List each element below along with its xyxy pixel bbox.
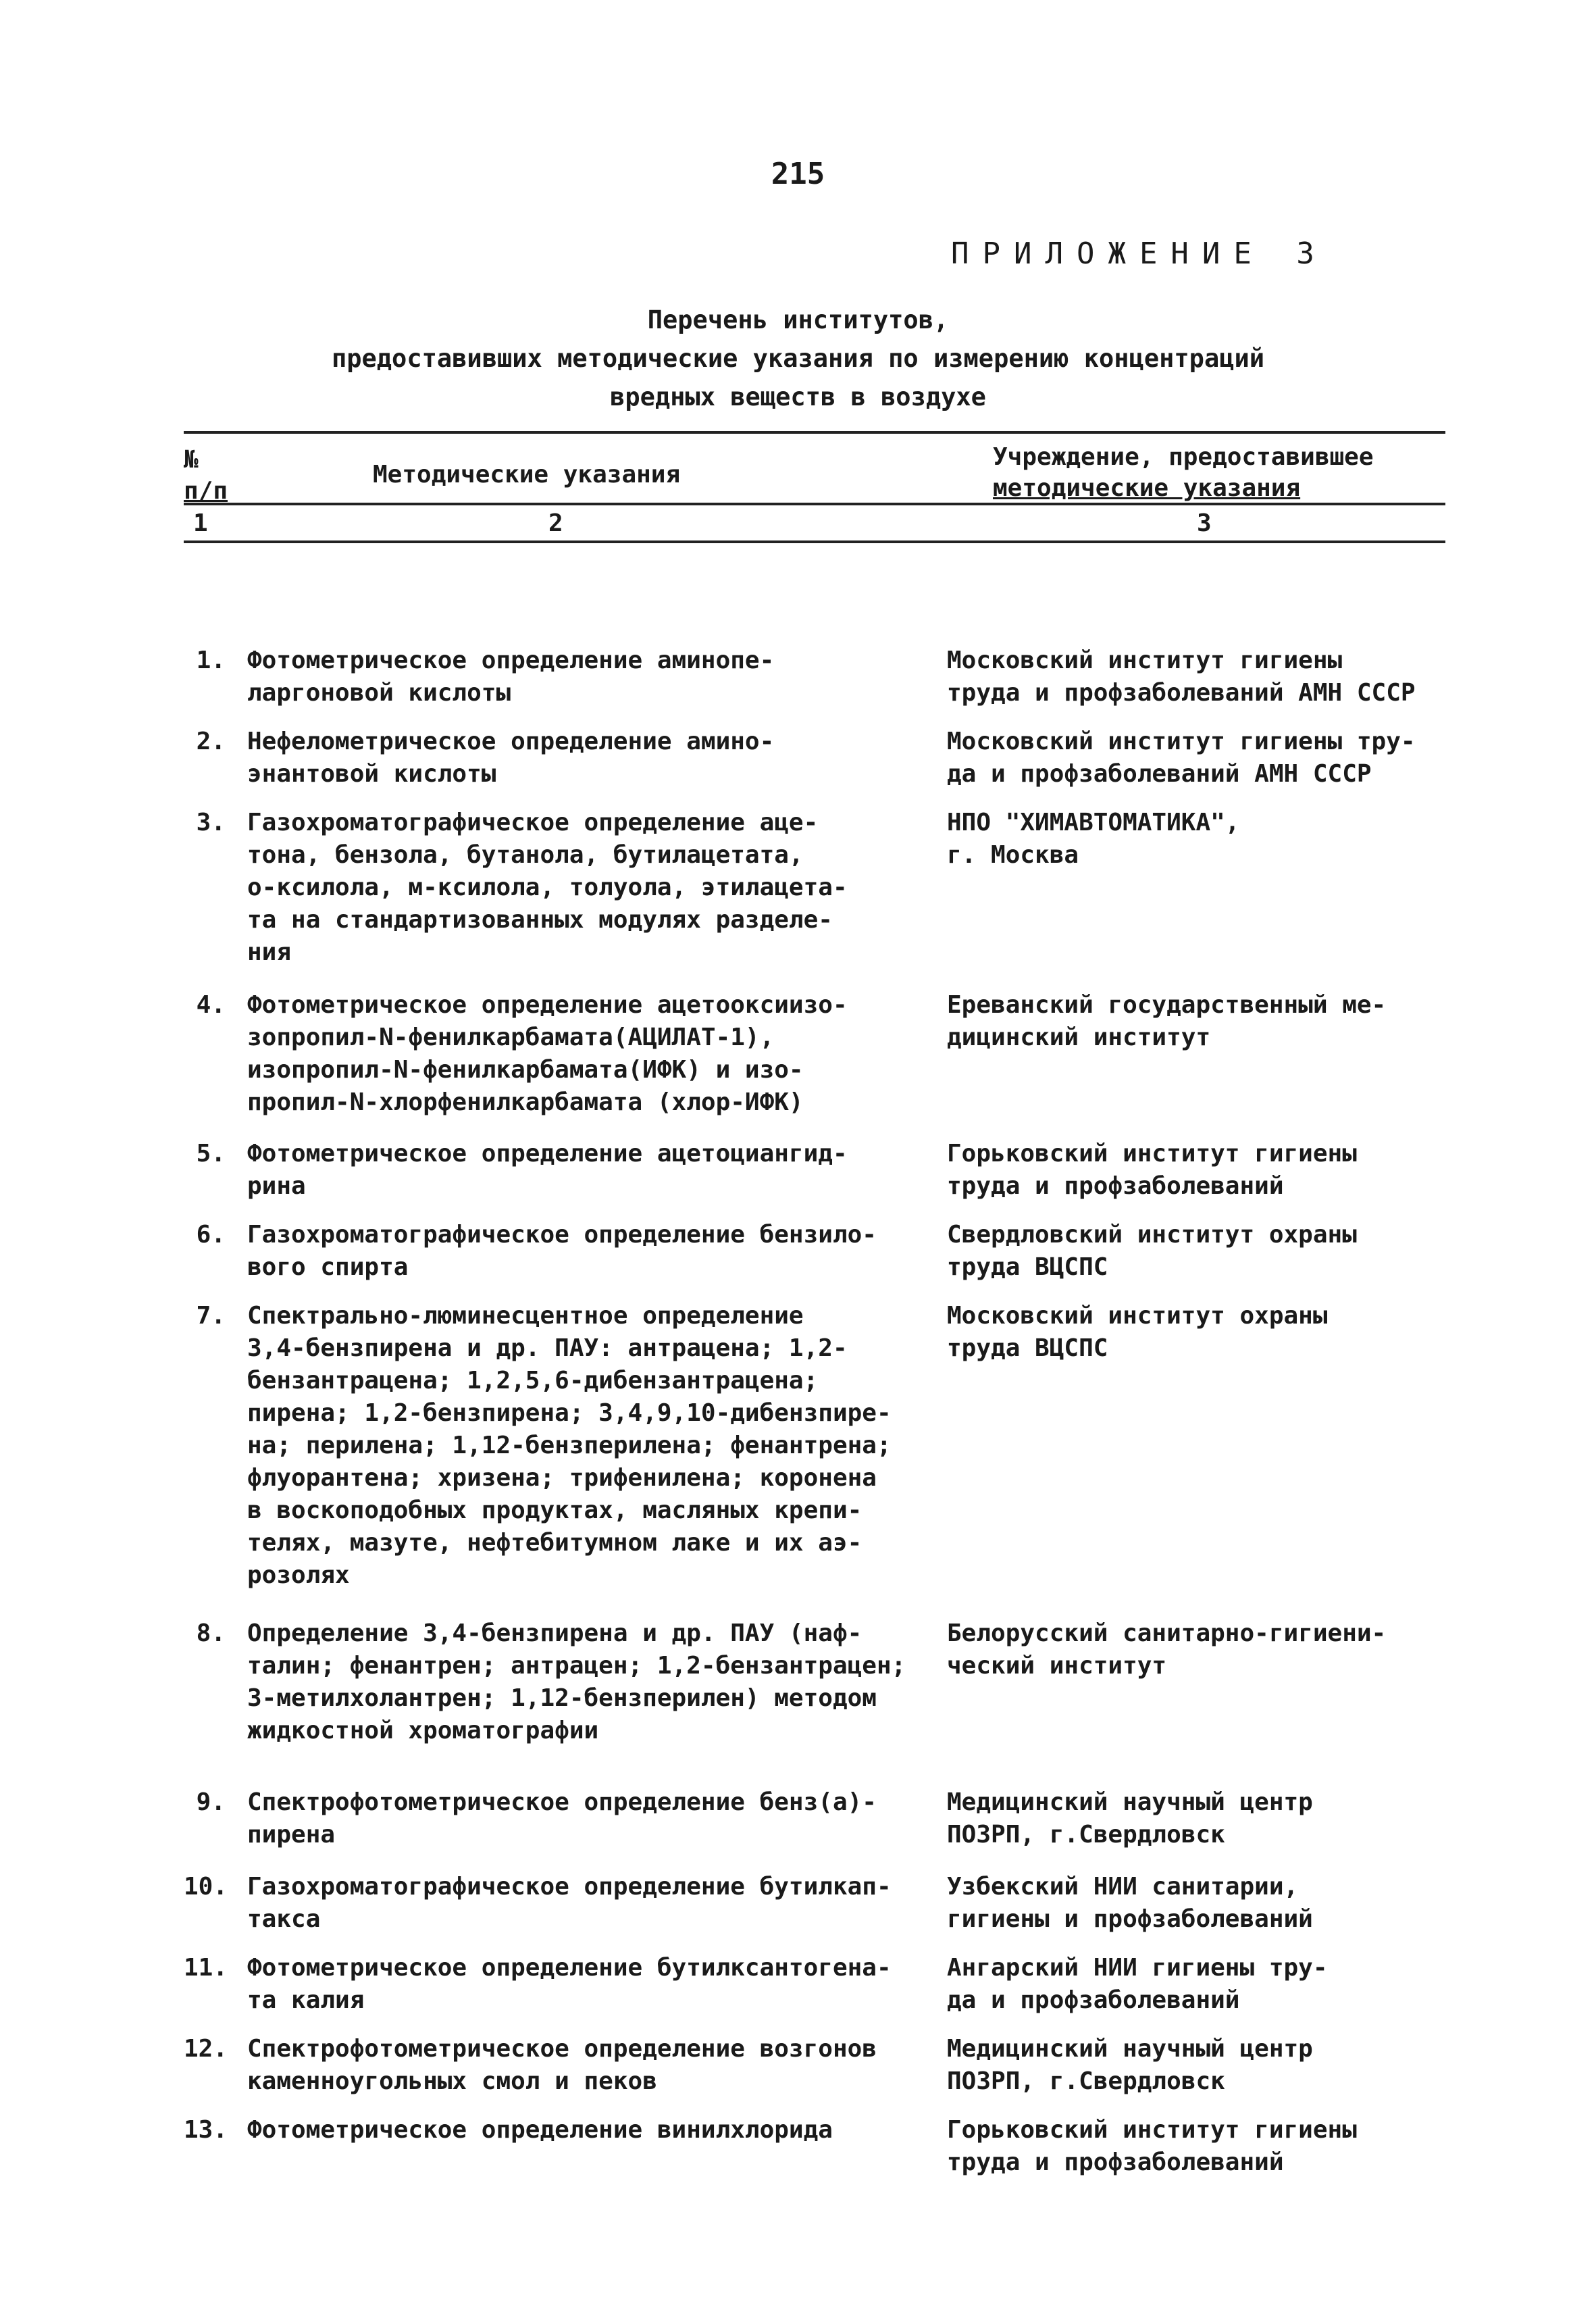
method-cell (247, 1786, 923, 1851)
header-institution-line: Учреждение, предоставившее (993, 443, 1374, 471)
method-text: Фотометрическое определение винилхлорида (247, 2116, 833, 2144)
institution-text: Горьковский институт гигиены (947, 2116, 1357, 2144)
column-number: 1 (193, 509, 208, 537)
row-number: 13. (184, 2116, 228, 2144)
method-text: пирена (247, 1821, 336, 1848)
row-number: 4. (196, 991, 226, 1019)
method-text: Газохроматографическое определение бутилкап- (247, 1873, 892, 1901)
method-text: пропил-N-хлорфенилкарбамата (хлор-ИФК) (247, 1088, 804, 1116)
institution-text: Горьковский институт гигиены (947, 1140, 1357, 1167)
method-cell (247, 807, 923, 969)
institution-text: труда ВЦСПС (947, 1334, 1108, 1362)
method-text: 3,4-бензпирена и др. ПАУ: антрацена; 1,2- (247, 1334, 848, 1362)
institution-text: Свердловский институт охраны (947, 1221, 1357, 1249)
row-number: 6. (196, 1221, 226, 1249)
method-text: тона, бензола, бутанола, бутилацетата, (247, 841, 804, 869)
method-cell (247, 1300, 923, 1592)
row-number: 10. (184, 1873, 228, 1901)
institution-cell (947, 1300, 1447, 1365)
row-number: 5. (196, 1140, 226, 1167)
table-header (184, 434, 1445, 503)
method-cell (247, 2114, 923, 2146)
institution-cell (947, 989, 1447, 1054)
method-text: та на стандартизованных модулях разделе- (247, 906, 833, 934)
institution-text: НПО "ХИМАВТОМАТИКА", (947, 809, 1240, 836)
row-number: 8. (196, 1619, 226, 1647)
row-number: 1. (196, 647, 226, 674)
method-cell (247, 989, 923, 1119)
method-text: ларгоновой кислоты (247, 679, 511, 707)
institutes-table (184, 431, 1445, 2176)
institution-text: труда и профзаболеваний (947, 1172, 1284, 1200)
institution-text: труда ВЦСПС (947, 1253, 1108, 1281)
institution-cell (947, 1786, 1447, 1851)
method-text: Спектрофотометрическое определение возгонов (247, 2035, 877, 2063)
header-institution-line: методические указания (993, 474, 1301, 502)
title-line: Перечень институтов, (647, 305, 949, 334)
institution-text: Медицинский научный центр (947, 1788, 1313, 1816)
method-text: 3-метилхолантрен; 1,12-бензперилен) методом (247, 1684, 877, 1712)
method-text: Фотометрическое определение ацетооксиизо- (247, 991, 848, 1019)
institution-cell (947, 1871, 1447, 1936)
institution-text: ческий институт (947, 1652, 1167, 1680)
method-text: талин; фенантрен; антрацен; 1,2-бензантрацен; (247, 1652, 906, 1680)
institution-text: дицинский институт (947, 1024, 1211, 1051)
institution-text: Московский институт гигиены тру- (947, 728, 1416, 755)
institution-cell (947, 2114, 1447, 2179)
method-cell (247, 1219, 923, 1284)
method-text: бензантрацена; 1,2,5,6-дибензантрацена; (247, 1367, 819, 1394)
method-text: Нефелометрическое определение амино- (247, 728, 775, 755)
method-text: жидкостной хроматографии (247, 1717, 599, 1744)
method-text: Определение 3,4-бензпирена и др. ПАУ (наф- (247, 1619, 863, 1647)
header-number-symbol: № (184, 446, 199, 474)
institution-cell (947, 1138, 1447, 1203)
institution-cell (947, 1219, 1447, 1284)
method-text: о-ксилола, м-ксилола, толуола, этилацета- (247, 874, 848, 901)
column-number-rule (184, 540, 1445, 543)
method-text: каменноугольных смол и пеков (247, 2067, 657, 2095)
method-text: Спектрально-люминесцентное определение (247, 1302, 804, 1330)
method-text: ния (247, 938, 292, 966)
title-line: вредных веществ в воздухе (610, 382, 986, 411)
method-text: изопропил-N-фенилкарбамата(ИФК) и изо- (247, 1056, 804, 1084)
method-cell (247, 1617, 923, 1747)
method-cell (247, 726, 923, 790)
institution-text: гигиены и профзаболеваний (947, 1905, 1313, 1933)
institution-cell (947, 726, 1447, 790)
appendix-heading: ПРИЛОЖЕНИЕ 3 (951, 236, 1328, 271)
method-text: в воскоподобных продуктах, масляных крепи- (247, 1496, 863, 1524)
row-number: 2. (196, 728, 226, 755)
method-text: энантовой кислоты (247, 760, 496, 788)
method-text: вого спирта (247, 1253, 409, 1281)
row-number: 9. (196, 1788, 226, 1816)
header-number-column (184, 445, 228, 507)
method-cell (247, 2033, 923, 2098)
institution-text: да и профзаболеваний АМН СССР (947, 760, 1372, 788)
column-number-row (184, 505, 1445, 540)
header-number-abbr: п/п (184, 477, 228, 505)
method-text: Газохроматографическое определение бензило- (247, 1221, 877, 1249)
method-cell (247, 1871, 923, 1936)
row-number: 3. (196, 809, 226, 836)
method-text: Фотометрическое определение ацетоциангид- (247, 1140, 848, 1167)
method-text: та калия (247, 1986, 365, 2014)
column-number: 3 (1197, 509, 1212, 537)
institution-text: труда и профзаболеваний (947, 2148, 1284, 2176)
method-text: Фотометрическое определение аминопе- (247, 647, 775, 674)
method-text: Спектрофотометрическое определение бенз(а)- (247, 1788, 877, 1816)
institution-text: Ангарский НИИ гигиены тру- (947, 1954, 1328, 1982)
institution-text: ПОЗРП, г.Свердловск (947, 1821, 1225, 1848)
institution-text: Медицинский научный центр (947, 2035, 1313, 2063)
method-text: рина (247, 1172, 306, 1200)
method-cell (247, 645, 923, 709)
header-institution-column (993, 442, 1374, 504)
method-text: на; перилена; 1,12-бензперилена; фенантрена; (247, 1432, 892, 1459)
method-text: зопропил-N-фенилкарбамата(АЦИЛАТ-1), (247, 1024, 775, 1051)
method-text: Газохроматографическое определение аце- (247, 809, 819, 836)
institution-text: Московский институт охраны (947, 1302, 1328, 1330)
institution-cell (947, 1952, 1447, 2017)
institution-text: Узбекский НИИ санитарии, (947, 1873, 1299, 1901)
method-text: розолях (247, 1561, 350, 1589)
institution-text: г. Москва (947, 841, 1079, 869)
method-text: Фотометрическое определение бутилксантогена- (247, 1954, 892, 1982)
row-number: 11. (184, 1954, 228, 1982)
method-text: такса (247, 1905, 321, 1933)
institution-cell (947, 1617, 1447, 1682)
page-number: 215 (771, 157, 825, 191)
method-text: телях, мазуте, нефтебитумном лаке и их аэ- (247, 1529, 863, 1557)
method-cell (247, 1952, 923, 2017)
column-number: 2 (548, 509, 563, 537)
header-methods-column: Методические указания (373, 461, 681, 488)
method-text: флуорантена; хризена; трифенилена; коронена (247, 1464, 877, 1492)
title-line: предоставивших методические указания по измерению концентраций (331, 344, 1265, 373)
institution-cell (947, 807, 1447, 872)
document-title (0, 301, 1596, 416)
row-number: 12. (184, 2035, 228, 2063)
institution-text: ПОЗРП, г.Свердловск (947, 2067, 1225, 2095)
institution-text: да и профзаболеваний (947, 1986, 1240, 2014)
method-cell (247, 1138, 923, 1203)
institution-cell (947, 2033, 1447, 2098)
institution-text: Московский институт гигиены (947, 647, 1343, 674)
institution-text: Ереванский государственный ме- (947, 991, 1387, 1019)
institution-text: труда и профзаболеваний АМН СССР (947, 679, 1416, 707)
institution-text: Белорусский санитарно-гигиени- (947, 1619, 1387, 1647)
method-text: пирена; 1,2-бензпирена; 3,4,9,10-дибензпире- (247, 1399, 892, 1427)
institution-cell (947, 645, 1447, 709)
row-number: 7. (196, 1302, 226, 1330)
